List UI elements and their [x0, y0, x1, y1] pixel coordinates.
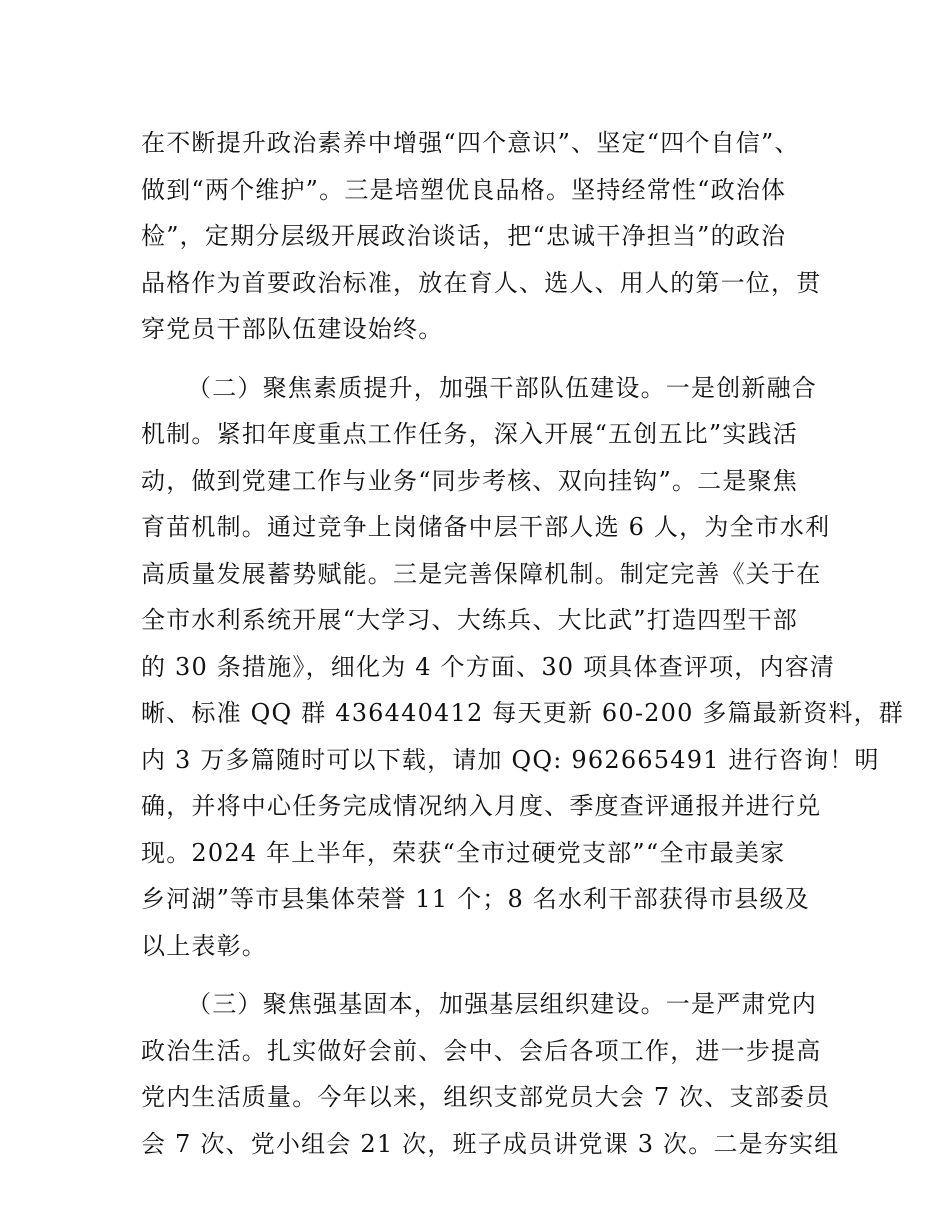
paragraph-3 — [141, 981, 840, 1167]
text-line: 政治生活。扎实做好会前、会中、会后各项工作，进一步提高 — [141, 1036, 822, 1065]
text-line: 全市水利系统开展“大学习、大练兵、大比武”打造四型干部 — [141, 606, 798, 634]
text-line: 机制。紧扣年度重点工作任务，深入开展“五创五比”实践活 — [141, 420, 798, 448]
text-line: 的 30 条措施》，细化为 4 个方面、30 项具体查评项，内容清 — [141, 652, 836, 681]
paragraph-1 — [141, 120, 822, 353]
text-line-first: （二）聚焦素质提升，加强干部队伍建设。一是创新融合 — [187, 373, 817, 402]
document-page — [141, 120, 905, 1167]
text-line: 会 7 次、党小组会 21 次，班子成员讲党课 3 次。二是夯实组 — [141, 1129, 840, 1158]
text-line: 品格作为首要政治标准，放在育人、选人、用人的第一位，贯 — [141, 268, 822, 297]
text-line: 乡河湖”等市县集体荣誉 11 个；8 名水利干部获得市县级及 — [141, 885, 810, 913]
text-line: 做到“两个维护”。三是培塑优良品格。坚持经常性“政治体 — [141, 175, 787, 204]
text-line: 动，做到党建工作与业务“同步考核、双向挂钩”。二是聚焦 — [141, 466, 798, 495]
paragraph-spacer — [141, 969, 811, 981]
text-line: 检”，定期分层级开展政治谈话，把“忠诚干净担当”的政治 — [141, 222, 787, 250]
text-line: 高质量发展蓄势赋能。三是完善保障机制。制定完善《关于在 — [141, 559, 822, 588]
text-line: 现。2024 年上半年，荣获“全市过硬党支部”“全市最美家 — [141, 838, 786, 867]
text-line: 育苗机制。通过竞争上岗储备中层干部人选 6 人，为全市水利 — [141, 513, 831, 541]
paragraph-spacer — [141, 353, 811, 365]
text-line: 党内生活质量。今年以来，组织支部党员大会 7 次、支部委员 — [141, 1083, 831, 1111]
text-line: 以上表彰。 — [141, 931, 267, 960]
text-line: 穿党员干部队伍建设始终。 — [141, 315, 444, 343]
text-line: 确，并将中心任务完成情况纳入月度、季度查评通报并进行兑 — [141, 792, 822, 820]
paragraph-2 — [141, 365, 905, 970]
text-line: 在不断提升政治素养中增强“四个意识”、坚定“四个自信”、 — [141, 129, 800, 157]
text-line-first: （三）聚焦强基固本，加强基层组织建设。一是严肃党内 — [187, 990, 817, 1018]
text-line: 内 3 万多篇随时可以下载，请加 QQ: 962665491 进行咨询！明 — [141, 745, 880, 774]
text-line: 晰、标准 QQ 群 436440412 每天更新 60-200 多篇最新资料，群 — [141, 699, 905, 727]
